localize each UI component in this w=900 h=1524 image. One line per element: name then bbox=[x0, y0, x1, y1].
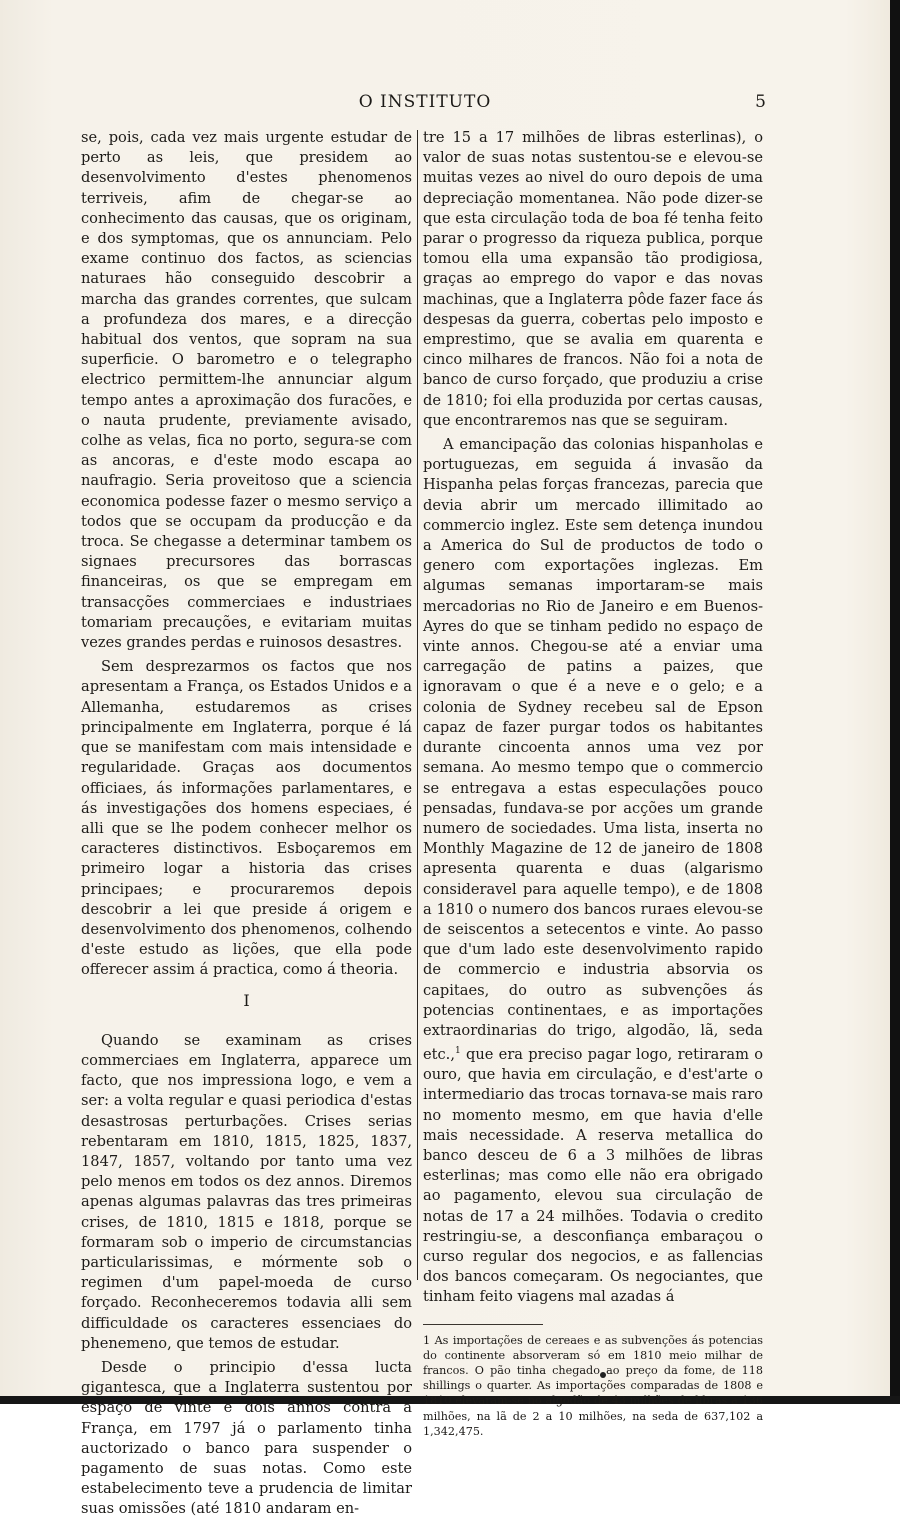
footnote-reference: 1 bbox=[454, 1046, 461, 1057]
footnote-marker: 1 bbox=[423, 1333, 431, 1347]
left-column bbox=[81, 128, 412, 1524]
column-divider bbox=[417, 130, 418, 1280]
journal-title: O INSTITUTO bbox=[358, 92, 492, 112]
right-column bbox=[423, 128, 763, 1443]
paragraph: Quando se examinam as crises commerciaes em Inglaterra, apparece um facto, que nos impressiona logo, e vem a ser: a volta regular e quasi periodica d'estas desastrosas perturbações. Crises serias rebentaram em 1810, 1815, 1825, 1837, 1847, 1857, voltando por tanto uma vez pelo menos em todos os dez annos. Diremos apenas algumas palavras das tres primeiras crises, de 1810, 1815 e 1818, porque se formaram sob o imperio de circumstancias particularissimas, e mórmente sob o regimen d'um papel-moeda de curso forçado. Reconheceremos todavia alli sem difficuldade os caracteres essenciaes do phenemeno, que temos de estudar. bbox=[81, 1031, 412, 1352]
footnote-text: As importações de cereaes e as subvenções ás potencias do continente absorveram só em 1810 meio milhar de francos. O pão tinha chegado ao preço da fome, de 118 shillings o quarter. As importações comparadas de 1808 e 1810 elevaram-se no algodão de 43 milhões de libras a 136 milhões, na lã de 2 a 10 milhões, na seda de 637,102 a 1,342,475. bbox=[423, 1333, 763, 1438]
paragraph-text: que era preciso pagar logo, retiraram o ouro, que havia em circulação, e d'est'arte o intermediario das trocas tornava-se mais raro no momento mesmo, em que havia d'elle mais necessidade. A reserva metallica do banco desceu de 6 a 3 milhões de libras esterlinas; mas como elle não era obrigado ao pagamento, elevou sua circulação de notas de 17 a 24 milhões. Todavia o credito restringiu-se, a desconfiança embaraçou o curso regular dos negocios, e as fallencias dos bancos começaram. Os negociantes, que tinham feito viagens mal azadas á bbox=[423, 1046, 763, 1306]
section-numeral: I bbox=[243, 990, 250, 1010]
paragraph-text: A emancipação das colonias hispanholas e portuguezas, em seguida á invasão da Hispanha pelas forças francezas, parecia que devia abrir um mercado illimitado ao commercio inglez. Este sem detença inundou a America do Sul de productos de todo o genero com exportações inglezas. Em algumas semanas importaram-se mais mercadorias no Rio de Janeiro e em Buenos-Ayres do que se tinham pedido no espaço de vinte annos. Chegou-se até a enviar uma carregação de patins a paizes, que ignoravam o que é a neve e o gelo; e a colonia de Sydney recebeu sal de Epson capaz de fazer purgar todos os habitantes durante cincoenta annos uma vez por semana. Ao mesmo tempo que o commercio se entregava a estas especulações pouco pensadas, fundava-se por acções um grande numero de sociedades. Uma lista, inserta no Monthly Magazine de 12 de janeiro de 1808 apresenta quarenta e duas (algarismo consideravel para aquelle tempo), e de 1808 a 1810 o numero dos bancos ruraes elevou-se de seiscentos a setecentos e vinte. Ao passo que d'um lado este desenvolvimento rapido de commercio e industria absorvia os capitaes, do outro as subvenções ás potencias continentaes, e as importações extraordinarias do trigo, algodão, lã, seda etc., bbox=[423, 436, 763, 1063]
paragraph: tre 15 a 17 milhões de libras esterlinas), o valor de suas notas sustentou-se e elevou-se muitas vezes ao nivel do ouro depois de uma depreciação momentanea. Não pode dizer-se que esta circulação toda de boa fé tenha feito parar o progresso da riqueza publica, porque tomou ella uma expansão tão prodigiosa, graças ao emprego do vapor e das novas machinas, que a Inglaterra pôde fazer face ás despesas da guerra, cobertas pelo imposto e emprestimo, que se avalia em quarenta e cinco milhares de francos. Não foi a nota de banco de curso forçado, que produziu a crise de 1810; foi ella produzida por certas causas, que encontraremos nas que se seguiram. bbox=[423, 129, 763, 429]
scan-edge-right bbox=[890, 0, 900, 1404]
paragraph: Sem desprezarmos os factos que nos apresentam a França, os Estados Unidos e a Allemanha, estudaremos as crises principalmente em Inglaterra, porque é lá que se manifestam com mais intensidade e regularidade. Graças aos documentos officiaes, ás informações parlamentares, e ás investigações dos homens especiaes, é alli que se lhe podem conhecer melhor os caracteres distinctivos. Esboçaremos em primeiro logar a historia das crises principaes; e procuraremos depois descobrir a lei que preside á origem e desenvolvimento dos phenomenos, colhendo d'este estudo as lições, que ella pode offerecer assim á practica, como á theoria. bbox=[81, 658, 412, 979]
paragraph: se, pois, cada vez mais urgente estudar de perto as leis, que presidem ao desenvolvimento d'estes phenomenos terriveis, afim de chegar-se ao conhecimento das causas, que os originam, e dos symptomas, que os annunciam. Pelo exame continuo dos factos, as sciencias naturaes hão conseguido descobrir a marcha das grandes correntes, que sulcam a profundeza dos mares, e a direcção habitual dos ventos, que sopram na sua superficie. O barometro e o telegrapho electrico permittem-lhe annunciar algum tempo antes a aproximação dos furacões, e o nauta prudente, previamente avisado, colhe as velas, fica no porto, segura-se com as ancoras, e d'este modo escapa ao naufragio. Seria proveitoso que a sciencia economica podesse fazer o mesmo serviço a todos que se occupam da producção e da troca. Se chegasse a determinar tambem os signaes precursores das borrascas financeiras, os que se empregam em transacções commerciaes e industriaes tomariam precauções, e evitariam muitas vezes grandes perdas e ruinosos desastres. bbox=[81, 129, 412, 652]
paragraph: Desde o principio d'essa lucta gigantesca, que a Inglaterra sustentou por espaço de vinte e dois annos contra a França, em 1797 já o parlamento tinha auctorizado o banco para suspender o pagamento de suas notas. Como este estabelecimento teve a prudencia de limitar suas omissões (até 1810 andaram en- bbox=[81, 1358, 412, 1518]
footnote bbox=[423, 1333, 763, 1439]
footnote-rule bbox=[423, 1324, 543, 1325]
running-header bbox=[80, 92, 770, 114]
paragraph bbox=[423, 435, 763, 1308]
page-number: 5 bbox=[755, 92, 766, 112]
